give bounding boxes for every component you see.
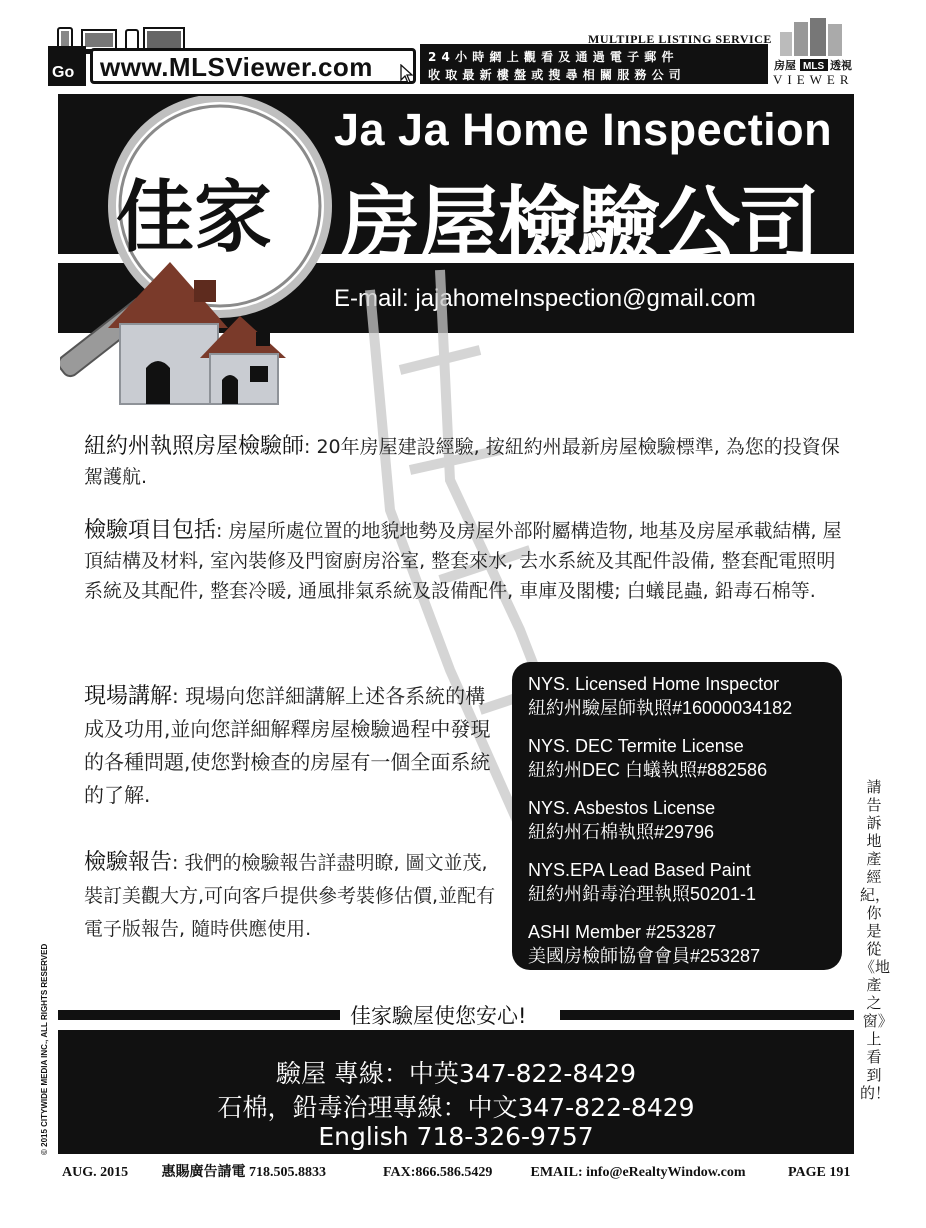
license-en: NYS. DEC Termite License	[528, 736, 744, 756]
page-footer	[62, 1161, 858, 1181]
paragraph-text: : 房屋所處位置的地貌地勢及房屋外部附屬構造物, 地基及房屋承載結構, 屋頂結構及材料, 室內裝修及門窗廚房浴室, 整套來水, 去水系統及其配件設備, 整套配電照明系統及其配件, 整套冷暖, 通風排氣系統及設備配件, 車庫及閣樓; 白蟻昆蟲, 鉛毒石棉等.	[84, 520, 842, 602]
promo-line-2: 收取最新樓盤或搜尋相關服務公司	[428, 68, 687, 82]
license-cn: 美國房檢師協會會員#253287	[528, 946, 761, 966]
licensed-inspector-paragraph	[84, 432, 844, 492]
onsite-explanation-paragraph	[84, 680, 496, 812]
license-cn: 紐約州鉛毒治理執照50201-1	[528, 884, 757, 904]
footer-email[interactable]: EMAIL: info@eRealtyWindow.com	[530, 1165, 746, 1180]
inspection-hotline[interactable]: 驗屋 專線：中英347-822-8429	[275, 1059, 637, 1088]
asbestos-lead-hotline[interactable]: 石棉，鉛毒治理專線：中文347-822-8429	[217, 1093, 695, 1122]
logo-mls: MLS	[803, 61, 825, 72]
paragraph-lead: 紐約州執照房屋檢驗師	[84, 434, 305, 459]
paragraph-text: : 20年房屋建設經驗, 按紐約州最新房屋檢驗標準, 為您的投資保駕護航.	[84, 436, 840, 488]
magnifier-house-icon	[60, 96, 360, 416]
promo-line-1: 24小時網上觀看及通過電子郵件	[428, 50, 679, 64]
license-en: NYS.EPA Lead Based Paint	[528, 860, 751, 880]
logo-cn-right: 透視	[830, 59, 852, 72]
footer-ad-phone: 惠賜廣告請電 718.505.8833	[161, 1165, 326, 1180]
cursor-icon	[400, 64, 414, 84]
mls-title: MULTIPLE LISTING SERVICE	[588, 32, 772, 46]
report-paragraph	[84, 846, 496, 946]
paragraph-text: : 現場向您詳細講解上述各系統的構成及功用,並向您詳細解釋房屋檢驗過程中發現的各種問題,使您對檢查的房屋有一個全面系統的了解.	[84, 684, 491, 807]
paragraph-text: : 我們的檢驗報告詳盡明瞭, 圖文並茂, 裝訂美觀大方,可向客戶提供參考裝修估價,並配有電子版報告, 隨時供應使用.	[84, 852, 496, 940]
tagline: 佳家驗屋使您安心!	[350, 1004, 527, 1028]
license-en: NYS. Licensed Home Inspector	[528, 674, 780, 694]
footer-date: AUG. 2015	[62, 1165, 129, 1180]
email-address[interactable]: E-mail: jajahomeInspection@gmail.com	[334, 285, 756, 312]
tagline-rule-right	[560, 1010, 854, 1020]
company-name-chinese: 房屋檢驗公司	[338, 178, 819, 273]
logo-cn-left: 房屋	[774, 59, 796, 72]
logo-viewer-word: VIEWER	[773, 72, 854, 87]
inspection-items-paragraph	[84, 516, 844, 606]
english-hotline[interactable]: English 718-326-9757	[318, 1122, 594, 1151]
company-name-english: Ja Ja Home Inspection	[334, 104, 833, 155]
license-cn: 紐約州石棉執照#29796	[528, 822, 715, 842]
footer-fax: FAX:866.586.5429	[383, 1165, 493, 1180]
footer-page: PAGE 191	[788, 1165, 851, 1180]
brand-cn: 佳家	[116, 173, 273, 263]
license-cn: 紐約州DEC 白蟻執照#882586	[528, 760, 768, 780]
go-label[interactable]: Go	[52, 64, 75, 81]
license-en: NYS. Asbestos License	[528, 798, 716, 818]
license-en: ASHI Member #253287	[528, 922, 717, 942]
tagline-rule-left	[58, 1010, 340, 1020]
copyright-notice: © 2015 CITYWIDE MEDIA INC., ALL RIGHTS RESERVED	[40, 943, 49, 1155]
license-cn: 紐約州驗屋師執照#16000034182	[528, 698, 793, 718]
paragraph-lead: 檢驗報告	[84, 850, 173, 875]
site-url-link[interactable]: www.MLSViewer.com	[100, 52, 373, 82]
side-note: 請告訴地產經紀，你是從《地產之窗》上看到的！	[860, 778, 891, 1102]
paragraph-lead: 現場講解	[84, 684, 173, 709]
paragraph-lead: 檢驗項目包括	[84, 518, 217, 543]
